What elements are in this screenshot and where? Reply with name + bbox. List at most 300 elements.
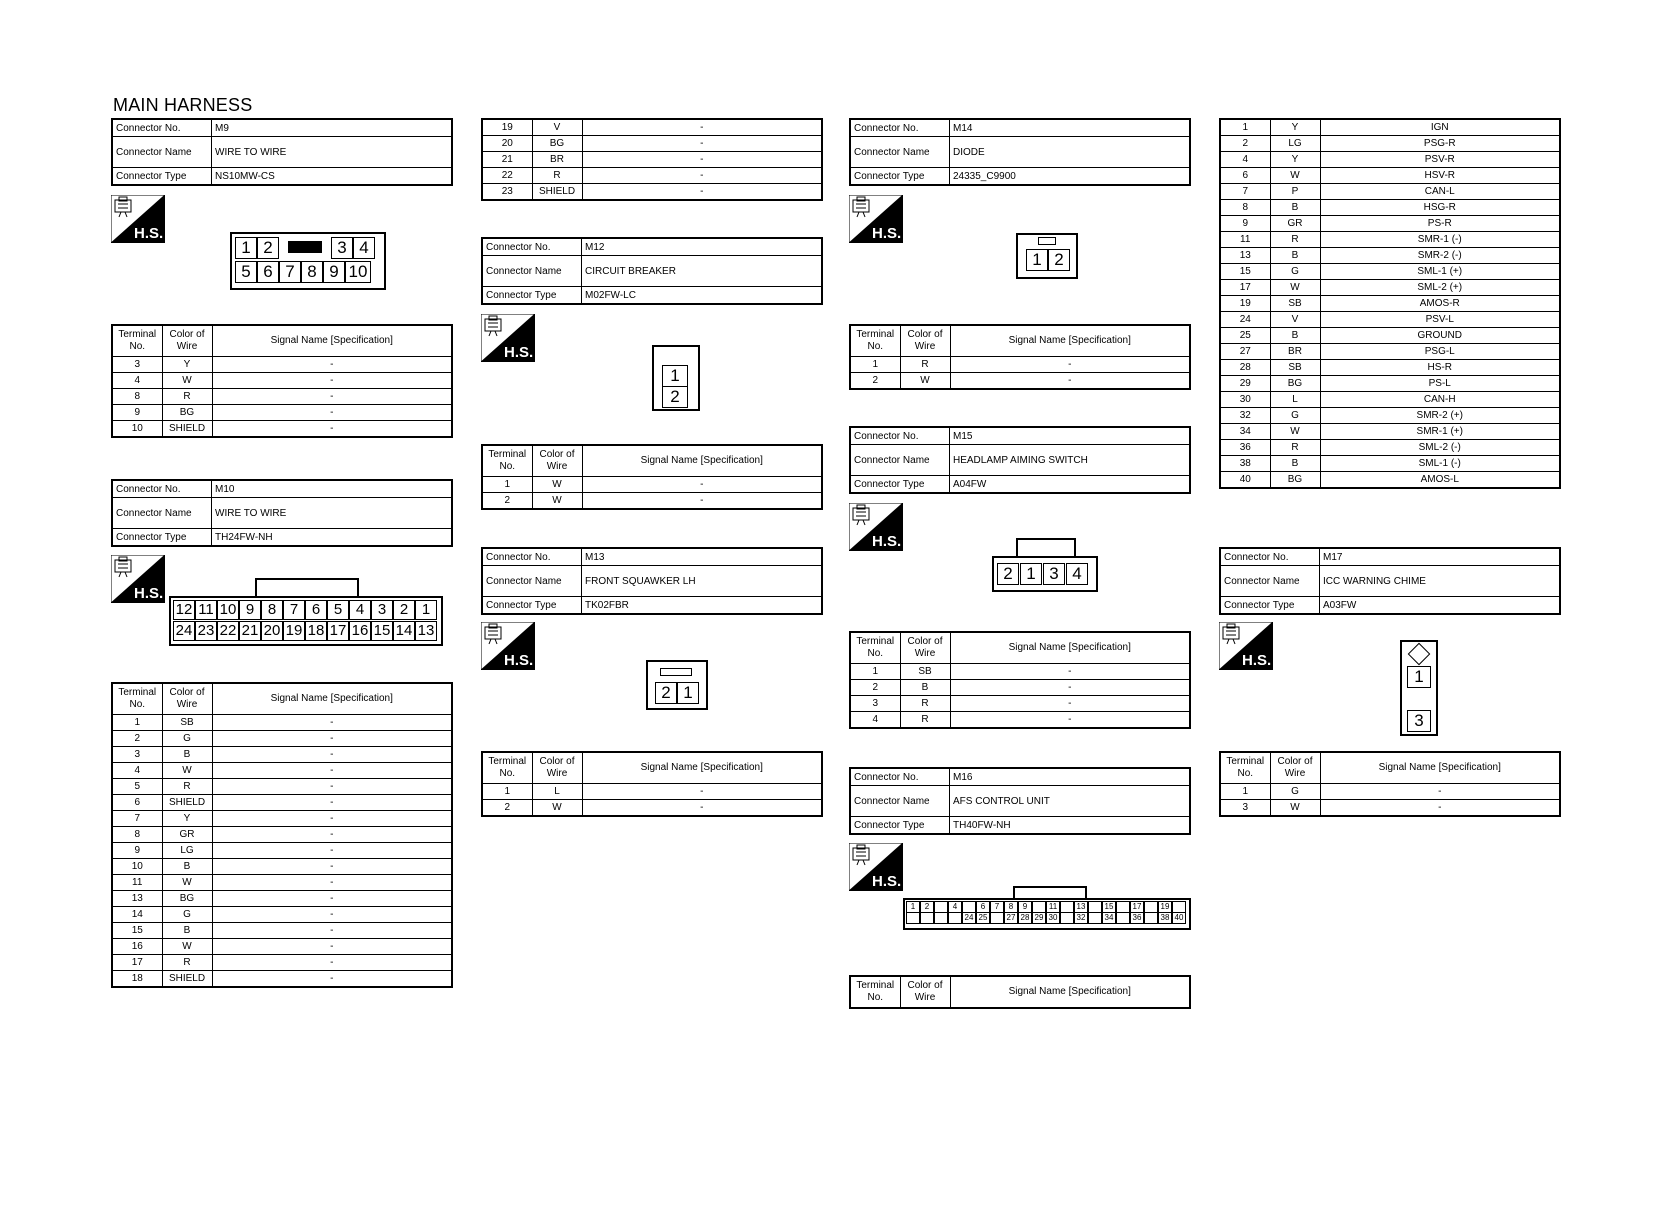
m12-connector-face: 1 2	[652, 345, 700, 411]
signal-name-header: Signal Name [Specification]	[950, 976, 1190, 1008]
m17-terminal-table	[1219, 751, 1561, 817]
wire-color-cell: GR	[1270, 216, 1320, 232]
m10-terminal-table	[111, 682, 453, 988]
terminal-no-cell: 3	[112, 747, 162, 763]
terminal-no-cell: 36	[1220, 440, 1270, 456]
wire-color-cell: Y	[162, 357, 212, 373]
signal-name-cell: PSG-R	[1320, 136, 1560, 152]
m12-terminal-table	[481, 444, 823, 510]
terminal-no-cell: 23	[482, 184, 532, 201]
wire-color-cell: R	[162, 389, 212, 405]
table-row	[112, 421, 452, 438]
signal-name-cell: SML-2 (-)	[1320, 440, 1560, 456]
wire-color-cell: L	[1270, 392, 1320, 408]
terminal-no-cell: 9	[112, 843, 162, 859]
table-row	[850, 712, 1190, 729]
terminal-no-cell: 5	[112, 779, 162, 795]
m14-connector-face: 1 2	[1016, 233, 1078, 279]
terminal-cavity: 12	[173, 600, 195, 620]
wire-color-cell: B	[162, 859, 212, 875]
signal-name-cell: -	[212, 779, 452, 795]
table-row	[1220, 119, 1560, 136]
table-row	[112, 795, 452, 811]
signal-name-cell: HSG-R	[1320, 200, 1560, 216]
wire-color-cell: SHIELD	[162, 421, 212, 438]
m9-connector-face: 1 2 3 4 5 6 7 8 9 10	[230, 232, 386, 290]
wire-color-cell: BG	[162, 405, 212, 421]
table-row	[850, 357, 1190, 373]
wire-color-cell: G	[162, 731, 212, 747]
terminal-no-cell: 10	[112, 421, 162, 438]
terminal-cavity	[1060, 912, 1074, 924]
table-row	[112, 971, 452, 988]
terminal-cavity: 17	[1130, 901, 1144, 913]
terminal-cavity: 19	[283, 621, 305, 641]
terminal-cavity: 17	[327, 621, 349, 641]
terminal-cavity: 6	[305, 600, 327, 620]
m15-info: Connector No. M15 Connector Name HEADLAMP AIMING SWITCH Connector Type A04FW	[849, 426, 1191, 494]
terminal-no-cell: 3	[1220, 800, 1270, 817]
terminal-cavity: 14	[393, 621, 415, 641]
signal-name-cell: -	[1320, 784, 1560, 800]
wire-color-cell: BR	[532, 152, 582, 168]
wire-color-cell: B	[1270, 200, 1320, 216]
table-row	[112, 731, 452, 747]
wire-color-cell: G	[1270, 264, 1320, 280]
terminal-no-cell: 2	[850, 373, 900, 390]
wire-color-cell: BG	[1270, 472, 1320, 489]
wire-color-cell: R	[1270, 232, 1320, 248]
signal-name-cell: PS-R	[1320, 216, 1560, 232]
terminal-cavity: 8	[261, 600, 283, 620]
wire-color-cell: SHIELD	[162, 795, 212, 811]
wire-color-cell: BR	[1270, 344, 1320, 360]
signal-name-cell: -	[950, 712, 1190, 729]
terminal-cavity: 16	[349, 621, 371, 641]
terminal-cavity: 21	[239, 621, 261, 641]
table-row	[1220, 152, 1560, 168]
table-row	[482, 477, 822, 493]
terminal-cavity: 19	[1158, 901, 1172, 913]
hs-icon	[1219, 622, 1273, 670]
hs-label: H.S.	[872, 533, 902, 550]
m9-terminal-table	[111, 324, 453, 438]
signal-name-cell: -	[950, 357, 1190, 373]
wire-color-cell: SB	[1270, 360, 1320, 376]
terminal-cavity: 36	[1130, 912, 1144, 924]
table-row	[482, 800, 822, 817]
terminal-no-cell: 22	[482, 168, 532, 184]
hs-label: H.S.	[504, 344, 534, 361]
table-row	[1220, 472, 1560, 489]
wire-color-cell: W	[532, 800, 582, 817]
table-row	[1220, 376, 1560, 392]
m13-info: Connector No. M13 Connector Name FRONT SQUAWKER LH Connector Type TK02FBR	[481, 547, 823, 615]
wire-color-cell: SB	[900, 664, 950, 680]
table-row	[850, 373, 1190, 390]
table-row	[112, 811, 452, 827]
signal-name-cell: AMOS-R	[1320, 296, 1560, 312]
table-row	[1220, 312, 1560, 328]
harness-side-svg	[849, 843, 903, 891]
m15-connector-face: 2 1 3 4	[992, 538, 1098, 592]
terminal-no-cell: 15	[1220, 264, 1270, 280]
terminal-table-header	[850, 632, 1190, 664]
terminal-no-cell: 17	[112, 955, 162, 971]
hs-label: H.S.	[872, 225, 902, 242]
terminal-cavity: 4	[349, 600, 371, 620]
signal-name-cell: -	[582, 477, 822, 493]
signal-name-cell: -	[212, 939, 452, 955]
terminal-no-cell: 3	[850, 696, 900, 712]
signal-name-cell: -	[582, 136, 822, 152]
m16-info: Connector No. M16 Connector Name AFS CONTROL UNIT Connector Type TH40FW-NH	[849, 767, 1191, 835]
m16-continued-table	[1219, 118, 1561, 489]
terminal-no-cell: 38	[1220, 456, 1270, 472]
signal-name-cell: -	[582, 784, 822, 800]
signal-name-cell: -	[212, 731, 452, 747]
terminal-cavity: 18	[305, 621, 327, 641]
wire-color-cell: W	[162, 763, 212, 779]
terminal-no-cell: 6	[1220, 168, 1270, 184]
signal-name-cell: -	[212, 955, 452, 971]
terminal-table-header	[850, 325, 1190, 357]
wire-color-cell: BG	[532, 136, 582, 152]
table-row	[1220, 280, 1560, 296]
table-row	[112, 389, 452, 405]
terminal-cavity: 5	[327, 600, 349, 620]
terminal-no-cell: 1	[482, 477, 532, 493]
terminal-table-header	[1220, 752, 1560, 784]
harness-side-svg	[849, 503, 903, 551]
terminal-cavity: 1	[906, 901, 920, 913]
wire-color-cell: B	[162, 923, 212, 939]
table-row	[112, 405, 452, 421]
table-row	[1220, 344, 1560, 360]
signal-name-cell: -	[582, 184, 822, 201]
terminal-no-cell: 4	[1220, 152, 1270, 168]
terminal-no-header: Terminal No.	[112, 683, 162, 715]
terminal-cavity: 24	[173, 621, 195, 641]
color-of-wire-header: Color of Wire	[1270, 752, 1320, 784]
signal-name-cell: GROUND	[1320, 328, 1560, 344]
wire-color-cell: Y	[162, 811, 212, 827]
signal-name-cell: -	[212, 357, 452, 373]
terminal-no-cell: 1	[1220, 784, 1270, 800]
table-row	[112, 955, 452, 971]
terminal-cavity: 7	[990, 901, 1004, 913]
terminal-no-header: Terminal No.	[850, 632, 900, 664]
color-of-wire-header: Color of Wire	[900, 325, 950, 357]
signal-name-cell: HSV-R	[1320, 168, 1560, 184]
wire-color-cell: W	[1270, 424, 1320, 440]
table-row	[112, 827, 452, 843]
hs-icon	[111, 195, 165, 243]
table-row	[112, 939, 452, 955]
table-row	[1220, 456, 1560, 472]
terminal-no-cell: 7	[1220, 184, 1270, 200]
terminal-no-cell: 34	[1220, 424, 1270, 440]
wire-color-cell: B	[1270, 456, 1320, 472]
table-row	[1220, 184, 1560, 200]
table-row	[112, 373, 452, 389]
signal-name-cell: -	[582, 800, 822, 817]
m16-terminal-table-header	[849, 975, 1191, 1009]
m12-info: Connector No. M12 Connector Name CIRCUIT BREAKER Connector Type M02FW-LC	[481, 237, 823, 305]
signal-name-cell: SMR-1 (-)	[1320, 232, 1560, 248]
terminal-no-cell: 19	[482, 119, 532, 136]
table-row	[1220, 248, 1560, 264]
table-row	[482, 152, 822, 168]
terminal-cavity	[1088, 912, 1102, 924]
terminal-cavity: 6	[976, 901, 990, 913]
terminal-no-cell: 10	[112, 859, 162, 875]
signal-name-cell: SML-2 (+)	[1320, 280, 1560, 296]
signal-name-header: Signal Name [Specification]	[212, 325, 452, 357]
m14-terminal-table	[849, 324, 1191, 390]
table-row	[482, 184, 822, 201]
table-row	[850, 664, 1190, 680]
wire-color-cell: LG	[162, 843, 212, 859]
terminal-no-cell: 2	[112, 731, 162, 747]
signal-name-cell: -	[212, 891, 452, 907]
color-of-wire-header: Color of Wire	[532, 445, 582, 477]
terminal-cavity: 27	[1004, 912, 1018, 924]
terminal-cavity: 13	[415, 621, 437, 641]
terminal-table-header	[112, 683, 452, 715]
color-of-wire-header: Color of Wire	[900, 632, 950, 664]
wire-color-cell: P	[1270, 184, 1320, 200]
terminal-cavity: 30	[1046, 912, 1060, 924]
signal-name-cell: -	[212, 715, 452, 731]
page-title: MAIN HARNESS	[113, 95, 253, 115]
harness-side-svg	[111, 195, 165, 243]
table-row	[850, 696, 1190, 712]
terminal-cavity	[948, 912, 962, 924]
terminal-no-cell: 8	[112, 389, 162, 405]
table-row	[112, 843, 452, 859]
m13-connector-face: 2 1	[646, 660, 708, 710]
terminal-no-cell: 9	[112, 405, 162, 421]
signal-name-cell: -	[212, 843, 452, 859]
wire-color-cell: SHIELD	[532, 184, 582, 201]
terminal-no-cell: 4	[850, 712, 900, 729]
color-of-wire-header: Color of Wire	[162, 683, 212, 715]
table-row	[1220, 784, 1560, 800]
wire-color-cell: B	[900, 680, 950, 696]
terminal-cavity	[920, 912, 934, 924]
wire-color-cell: W	[162, 939, 212, 955]
terminal-table-header	[850, 976, 1190, 1008]
table-row	[1220, 296, 1560, 312]
signal-name-cell: -	[212, 405, 452, 421]
signal-name-header: Signal Name [Specification]	[1320, 752, 1560, 784]
terminal-no-header: Terminal No.	[112, 325, 162, 357]
signal-name-cell: SML-1 (-)	[1320, 456, 1560, 472]
signal-name-cell: -	[950, 680, 1190, 696]
signal-name-cell: -	[950, 696, 1190, 712]
terminal-no-cell: 13	[1220, 248, 1270, 264]
terminal-cavity	[1116, 912, 1130, 924]
hs-icon	[481, 622, 535, 670]
signal-name-cell: -	[212, 875, 452, 891]
m9-info: Connector No. M9 Connector Name WIRE TO WIRE Connector Type NS10MW-CS	[111, 118, 453, 186]
terminal-cavity: 20	[261, 621, 283, 641]
hs-icon	[849, 503, 903, 551]
terminal-no-header: Terminal No.	[482, 752, 532, 784]
terminal-no-cell: 3	[112, 357, 162, 373]
m15-terminal-table	[849, 631, 1191, 729]
signal-name-cell: SML-1 (+)	[1320, 264, 1560, 280]
signal-name-cell: -	[582, 119, 822, 136]
terminal-cavity: 1	[415, 600, 437, 620]
signal-name-header: Signal Name [Specification]	[582, 445, 822, 477]
terminal-no-cell: 13	[112, 891, 162, 907]
wire-color-cell: SB	[162, 715, 212, 731]
terminal-cavity	[934, 912, 948, 924]
m14-info: Connector No. M14 Connector Name DIODE Connector Type 24335_C9900	[849, 118, 1191, 186]
terminal-no-cell: 8	[1220, 200, 1270, 216]
signal-name-cell: IGN	[1320, 119, 1560, 136]
terminal-no-header: Terminal No.	[482, 445, 532, 477]
terminal-cavity: 34	[1102, 912, 1116, 924]
table-row	[112, 907, 452, 923]
terminal-cavity: 9	[239, 600, 261, 620]
wire-color-cell: W	[162, 875, 212, 891]
terminal-cavity: 23	[195, 621, 217, 641]
terminal-no-cell: 2	[1220, 136, 1270, 152]
signal-name-cell: SMR-2 (-)	[1320, 248, 1560, 264]
m17-connector-face: 1 3	[1400, 640, 1438, 736]
terminal-cavity: 4	[948, 901, 962, 913]
terminal-no-header: Terminal No.	[850, 325, 900, 357]
harness-side-svg	[1219, 622, 1273, 670]
terminal-table-header	[112, 325, 452, 357]
hs-icon	[481, 314, 535, 362]
m17-info: Connector No. M17 Connector Name ICC WARNING CHIME Connector Type A03FW	[1219, 547, 1561, 615]
terminal-cavity	[906, 912, 920, 924]
terminal-cavity: 3	[371, 600, 393, 620]
wire-color-cell: SB	[1270, 296, 1320, 312]
wire-color-cell: B	[1270, 248, 1320, 264]
terminal-no-cell: 25	[1220, 328, 1270, 344]
wire-color-cell: W	[1270, 280, 1320, 296]
terminal-cavity: 40	[1172, 912, 1186, 924]
hs-label: H.S.	[504, 652, 534, 669]
terminal-cavity: 2	[393, 600, 415, 620]
table-row	[112, 357, 452, 373]
table-row	[1220, 800, 1560, 817]
terminal-no-cell: 32	[1220, 408, 1270, 424]
m10-continued-table	[481, 118, 823, 201]
signal-name-cell: -	[582, 152, 822, 168]
table-row	[1220, 440, 1560, 456]
connector-no-row: Connector No. M9	[112, 119, 452, 137]
terminal-no-cell: 9	[1220, 216, 1270, 232]
terminal-no-cell: 17	[1220, 280, 1270, 296]
wire-color-cell: Y	[1270, 152, 1320, 168]
color-of-wire-header: Color of Wire	[900, 976, 950, 1008]
wire-color-cell: SHIELD	[162, 971, 212, 988]
table-row	[1220, 216, 1560, 232]
hs-label: H.S.	[134, 585, 164, 602]
terminal-no-header: Terminal No.	[1220, 752, 1270, 784]
terminal-no-cell: 11	[1220, 232, 1270, 248]
terminal-no-cell: 40	[1220, 472, 1270, 489]
signal-name-header: Signal Name [Specification]	[950, 632, 1190, 664]
terminal-no-cell: 18	[112, 971, 162, 988]
signal-name-cell: -	[950, 373, 1190, 390]
table-row	[482, 119, 822, 136]
signal-name-cell: CAN-H	[1320, 392, 1560, 408]
harness-side-svg	[481, 314, 535, 362]
wire-color-cell: R	[900, 696, 950, 712]
table-row	[1220, 328, 1560, 344]
signal-name-cell: -	[212, 373, 452, 389]
table-row	[1220, 392, 1560, 408]
terminal-no-header: Terminal No.	[850, 976, 900, 1008]
harness-side-svg	[849, 195, 903, 243]
signal-name-cell: PSG-L	[1320, 344, 1560, 360]
table-row	[482, 136, 822, 152]
wire-color-cell: R	[1270, 440, 1320, 456]
table-row	[112, 859, 452, 875]
table-row	[112, 875, 452, 891]
wire-color-cell: B	[162, 747, 212, 763]
hs-icon	[849, 843, 903, 891]
signal-name-cell: PSV-L	[1320, 312, 1560, 328]
hs-icon	[849, 195, 903, 243]
signal-name-cell: -	[212, 795, 452, 811]
terminal-no-cell: 1	[850, 664, 900, 680]
wire-color-cell: GR	[162, 827, 212, 843]
terminal-cavity: 7	[283, 600, 305, 620]
harness-side-svg	[481, 622, 535, 670]
terminal-cavity: 22	[217, 621, 239, 641]
signal-name-cell: -	[212, 859, 452, 875]
signal-name-cell: -	[582, 493, 822, 510]
table-row	[112, 891, 452, 907]
signal-name-cell: -	[212, 811, 452, 827]
terminal-cavity: 9	[1018, 901, 1032, 913]
signal-name-cell: HS-R	[1320, 360, 1560, 376]
m10-info: Connector No. M10 Connector Name WIRE TO WIRE Connector Type TH24FW-NH	[111, 479, 453, 547]
wire-color-cell: BG	[162, 891, 212, 907]
signal-name-cell: -	[582, 168, 822, 184]
terminal-no-cell: 16	[112, 939, 162, 955]
terminal-cavity	[1144, 912, 1158, 924]
m16-connector-face	[903, 886, 1191, 930]
table-row	[1220, 168, 1560, 184]
table-row	[1220, 264, 1560, 280]
signal-name-cell: -	[212, 763, 452, 779]
terminal-no-cell: 6	[112, 795, 162, 811]
terminal-no-cell: 14	[112, 907, 162, 923]
table-row	[112, 747, 452, 763]
signal-name-cell: AMOS-L	[1320, 472, 1560, 489]
wire-color-cell: B	[1270, 328, 1320, 344]
terminal-cavity: 29	[1032, 912, 1046, 924]
wire-color-cell: R	[532, 168, 582, 184]
wire-color-cell: W	[532, 477, 582, 493]
signal-name-cell: -	[1320, 800, 1560, 817]
table-row	[112, 923, 452, 939]
signal-name-header: Signal Name [Specification]	[950, 325, 1190, 357]
harness-side-svg	[111, 555, 165, 603]
table-row	[482, 784, 822, 800]
hs-label: H.S.	[134, 225, 164, 242]
terminal-no-cell: 1	[112, 715, 162, 731]
